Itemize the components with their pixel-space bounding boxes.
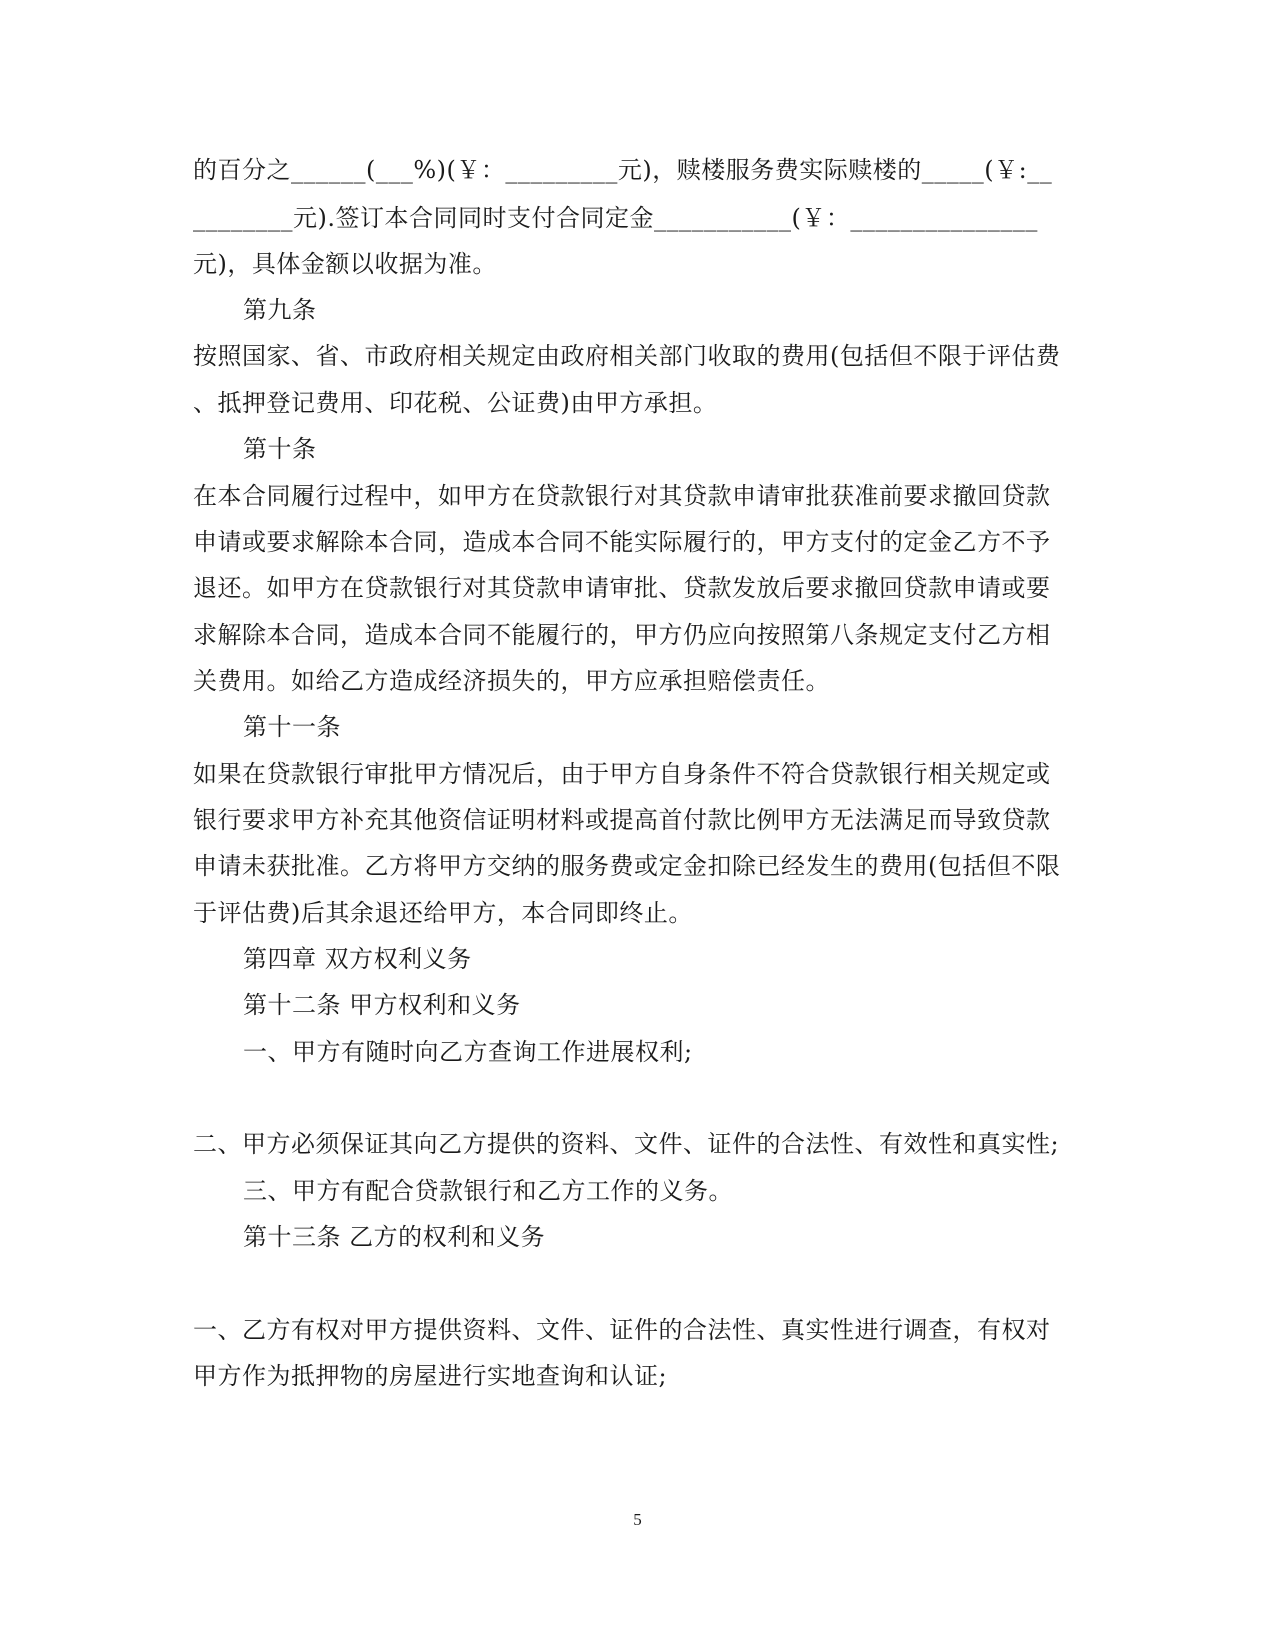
- text-line: 求解除本合同，造成本合同不能履行的，甲方仍应向按照第八条规定支付乙方相: [193, 621, 1051, 649]
- article-heading: 第十一条: [243, 713, 341, 741]
- text-line: 在本合同履行过程中，如甲方在贷款银行对其贷款申请审批获准前要求撤回贷款: [193, 482, 1051, 510]
- text-line: ________元).签订本合同同时支付合同定金___________(￥：_______________: [193, 204, 1038, 232]
- text-line: 银行要求甲方补充其他资信证明材料或提高首付款比例甲方无法满足而导致贷款: [193, 806, 1051, 834]
- chapter-heading: 第四章 双方权利义务: [243, 945, 472, 973]
- text-line: 按照国家、省、市政府相关规定由政府相关部门收取的费用(包括但不限于评估费: [193, 342, 1061, 370]
- clause-line: 二、甲方必须保证其向乙方提供的资料、文件、证件的合法性、有效性和真实性;: [193, 1130, 1060, 1158]
- article-heading: 第十二条 甲方权利和义务: [243, 991, 521, 1019]
- text-line: 申请或要求解除本合同，造成本合同不能实际履行的，甲方支付的定金乙方不予: [193, 528, 1051, 556]
- clause-line: 一、乙方有权对甲方提供资料、文件、证件的合法性、真实性进行调查，有权对: [193, 1316, 1051, 1344]
- text-line: 关费用。如给乙方造成经济损失的，甲方应承担赔偿责任。: [193, 667, 830, 695]
- page-number: 5: [633, 1510, 642, 1529]
- text-line: 、抵押登记费用、印花税、公证费)由甲方承担。: [193, 389, 718, 417]
- article-heading: 第九条: [243, 296, 317, 324]
- text-line: 甲方作为抵押物的房屋进行实地查询和认证;: [193, 1362, 668, 1390]
- text-line: 如果在贷款银行审批甲方情况后，由于甲方自身条件不符合贷款银行相关规定或: [193, 760, 1051, 788]
- text-line: 申请未获批准。乙方将甲方交纳的服务费或定金扣除已经发生的费用(包括但不限: [193, 852, 1061, 880]
- text-line: 退还。如甲方在贷款银行对其贷款申请审批、贷款发放后要求撤回贷款申请或要: [193, 574, 1051, 602]
- clause-line: 三、甲方有配合贷款银行和乙方工作的义务。: [243, 1177, 733, 1205]
- text-line: 元)，具体金额以收据为准。: [193, 250, 497, 278]
- text-line: 的百分之______(___%)(￥：_________元)，赎楼服务费实际赎楼的_____(￥:__: [193, 156, 1053, 184]
- article-heading: 第十三条 乙方的权利和义务: [243, 1223, 546, 1251]
- article-heading: 第十条: [243, 435, 317, 463]
- clause-line: 一、甲方有随时向乙方查询工作进展权利;: [243, 1038, 693, 1066]
- text-line: 于评估费)后其余退还给甲方，本合同即终止。: [193, 899, 693, 927]
